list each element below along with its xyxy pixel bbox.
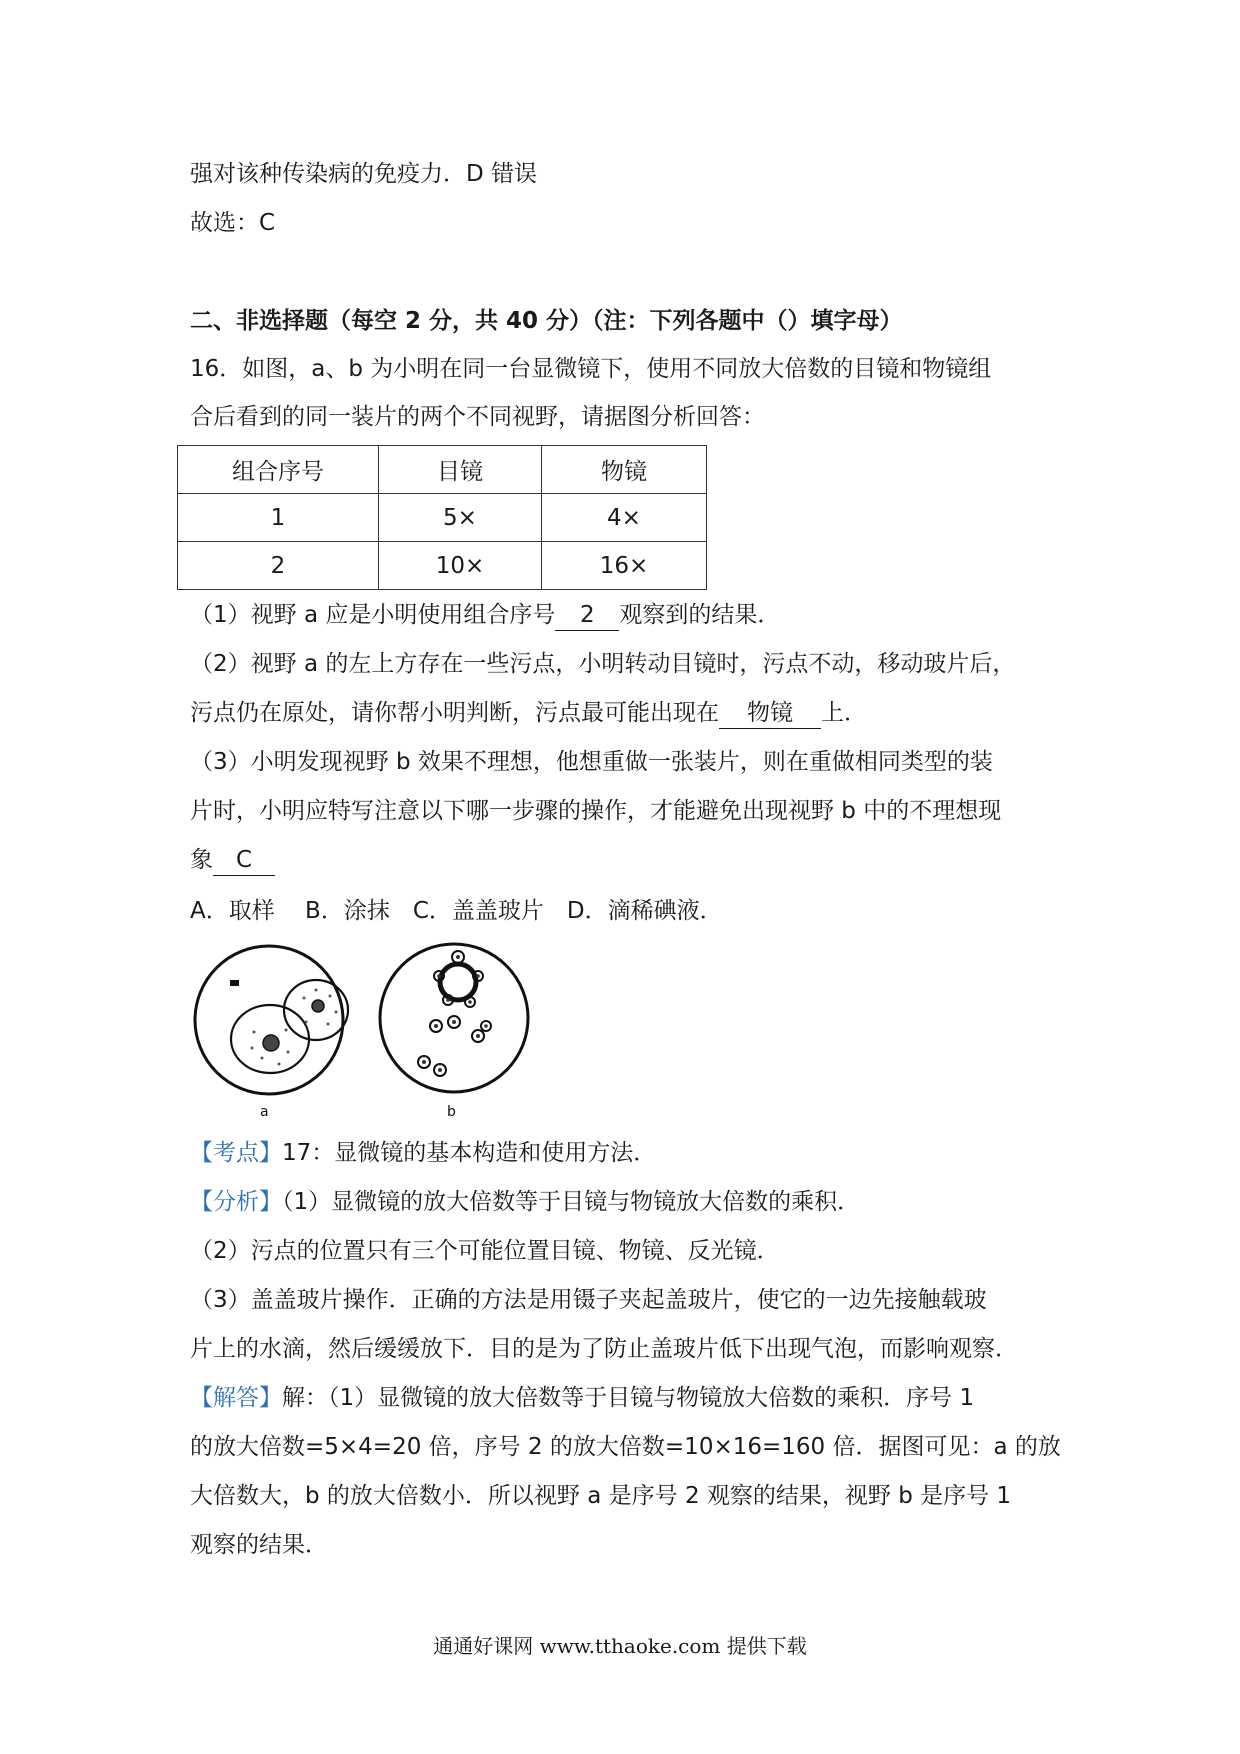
q1-suffix: 观察到的结果．: [619, 602, 781, 628]
table-header-cell: 组合序号: [178, 446, 379, 494]
q2-answer: 物镜: [719, 698, 821, 729]
fenxi-line-3: （3）盖盖玻片操作．正确的方法是用镊子夹起盖玻片，使它的一边先接触载玻: [190, 1287, 987, 1313]
kaodian-line: [190, 1137, 656, 1169]
jieda-tag: 【解答】: [190, 1385, 282, 1411]
table-header-cell: 物镜: [542, 446, 707, 494]
q1-answer: 2: [555, 600, 619, 631]
fenxi-tag: 【分析】: [190, 1189, 282, 1215]
kaodian-tag: 【考点】: [190, 1140, 282, 1166]
subquestion-3-line-1: （3）小明发现视野 b 效果不理想，他想重做一张装片，则在重做相同类型的装: [190, 749, 993, 775]
q3-prefix: 象: [190, 847, 213, 873]
subquestion-3-line-2: 片时，小明应特写注意以下哪一步骤的操作，才能避免出现视野 b 中的不理想现: [190, 798, 1002, 824]
jieda-line-4: 观察的结果．: [190, 1532, 328, 1558]
table-cell: 5×: [379, 494, 542, 542]
fenxi-line-2: （2）污点的位置只有三个可能位置目镜、物镜、反光镜．: [190, 1238, 780, 1264]
jieda-text: 解：（1）显微镜的放大倍数等于目镜与物镜放大倍数的乘积．序号 1: [282, 1385, 975, 1411]
table-cell: 4×: [542, 494, 707, 542]
q3-answer: C: [213, 845, 275, 876]
table-row: [178, 542, 707, 590]
section-title: 二、非选择题（每空 2 分，共 40 分）（注：下列各题中（）填字母）: [190, 308, 903, 334]
jieda-line-2: 的放大倍数=5×4=20 倍，序号 2 的放大倍数=10×16=160 倍．据图可见：a 的放: [190, 1434, 1061, 1460]
field-of-view-a: [195, 946, 348, 1094]
microscope-fields-figure: [192, 940, 572, 1130]
subquestion-2-line-2: [190, 697, 867, 729]
question-stem-line-2: 合后看到的同一装片的两个不同视野，请据图分析回答：: [190, 404, 765, 430]
table-header-row: [178, 446, 707, 494]
q1-prefix: （1）视野 a 应是小明使用组合序号: [190, 602, 556, 628]
fenxi-text: （1）显微镜的放大倍数等于目镜与物镜放大倍数的乘积．: [282, 1189, 861, 1215]
page-footer: 通通好课网 www.tthaoke.com 提供下载: [433, 1634, 807, 1658]
table-row: [178, 494, 707, 542]
prev-answer-line-1: 强对该种传染病的免疫力．D 错误: [190, 161, 538, 187]
figure-label-a: a: [260, 1104, 269, 1120]
field-of-view-b: [380, 944, 528, 1092]
question-stem-line-1: 16．如图，a、b 为小明在同一台显微镜下，使用不同放大倍数的目镜和物镜组: [190, 356, 992, 382]
figure-label-b: b: [447, 1104, 456, 1120]
table-cell: 10×: [379, 542, 542, 590]
kaodian-text: 17：显微镜的基本构造和使用方法．: [282, 1140, 657, 1166]
prev-answer-line-2: 故选：C: [190, 210, 276, 236]
subquestion-3-line-3: [190, 844, 275, 876]
subquestion-2-line-1: （2）视野 a 的左上方存在一些污点，小明转动目镜时，污点不动，移动玻片后，: [190, 651, 1016, 677]
jieda-line-1: [190, 1382, 974, 1414]
fenxi-line-4: 片上的水滴，然后缓缓放下．目的是为了防止盖玻片低下出现气泡，而影响观察．: [190, 1336, 1018, 1362]
q2-prefix: 污点仍在原处，请你帮小明判断，污点最可能出现在: [190, 700, 719, 726]
q2-suffix: 上．: [821, 700, 867, 726]
fenxi-line-1: [190, 1186, 860, 1218]
subquestion-1: [190, 599, 780, 631]
answer-options: A．取样 B．涂抹 C．盖盖玻片 D．滴稀碘液．: [190, 898, 723, 924]
jieda-line-3: 大倍数大，b 的放大倍数小．所以视野 a 是序号 2 观察的结果，视野 b 是序号 1: [190, 1483, 1012, 1509]
table-cell: 1: [178, 494, 379, 542]
magnification-table: [177, 445, 707, 590]
table-cell: 16×: [542, 542, 707, 590]
table-cell: 2: [178, 542, 379, 590]
table-header-cell: 目镜: [379, 446, 542, 494]
